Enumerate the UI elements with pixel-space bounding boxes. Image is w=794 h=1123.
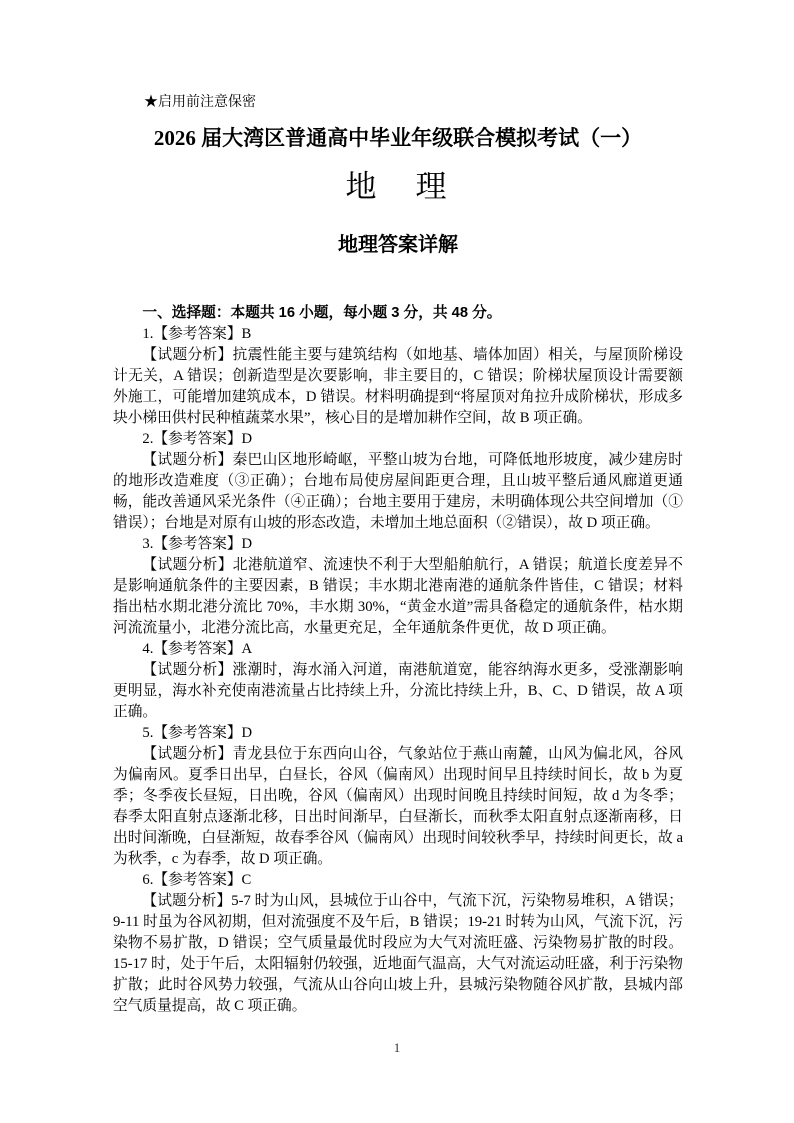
analysis-paragraph: 【试题分析】抗震性能主要与建筑结构（如地基、墙体加固）相关，与屋顶阶梯设计无关，A 错误；创新造型是次要影响，非主要目的，C 错误；阶梯状屋顶设计需要额外施工，可能增加建筑成本，D 错误。材料明确提到“将屋顶对角拉升成阶梯状，形成多块小梯田供村民种植蔬菜水果”，核心目的是增加耕作空间，故 B 项正确。 <box>113 347 683 426</box>
question-block-2 <box>113 429 683 534</box>
answer-line: 5.【参考答案】D <box>142 725 253 741</box>
answer-line: 1.【参考答案】B <box>142 326 252 342</box>
analysis-paragraph: 【试题分析】涨潮时，海水涌入河道，南港航道宽，能容纳海水更多，受涨潮影响更明显，海水补充使南港流量占比持续上升，分流比持续上升，B、C、D 错误，故 A 项正确。 <box>113 662 683 720</box>
answer-line: 6.【参考答案】C <box>142 872 252 888</box>
answer-line: 3.【参考答案】D <box>142 536 253 552</box>
confidential-notice: ★启用前注意保密 <box>144 95 256 110</box>
question-block-4 <box>113 639 683 723</box>
answer-line: 4.【参考答案】A <box>142 641 253 657</box>
analysis-paragraph: 【试题分析】青龙县位于东西向山谷，气象站位于燕山南麓，山风为偏北风，谷风为偏南风。夏季日出早，白昼长，谷风（偏南风）出现时间早且持续时间长，故 b 为夏季；冬季夜长昼短，日出晚，谷风（偏南风）出现时间晚且持续时间短，故 d 为冬季；春季太阳直射点逐渐北移，日出时间渐早，白昼渐长，而秋季太阳直射点逐渐南移，日出时间渐晚，白昼渐短，故春季谷风（偏南风）出现时间较秋季早，持续时间更长，故 a 为秋季，c 为春季，故 D 项正确。 <box>113 746 683 867</box>
analysis-paragraph: 【试题分析】5-7 时为山风，县城位于山谷中，气流下沉，污染物易堆积，A 错误；9-11 时虽为谷风初期，但对流强度不及午后，B 错误；19-21 时转为山风，气流下沉，污染物不易扩散，D 错误；空气质量最优时段应为大气对流旺盛、污染物易扩散的时段。15-17 时，处于午后，太阳辐射仍较强，近地面气温高，大气对流运动旺盛，利于污染物扩散；此时谷风势力较强，气流从山谷向山坡上升，县城污染物随谷风扩散，县城内部空气质量提高，故 C 项正确。 <box>113 893 683 1014</box>
question-block-5 <box>113 723 683 870</box>
section-heading: 一、选择题：本题共 16 小题，每小题 3 分，共 48 分。 <box>142 305 502 321</box>
question-block-6 <box>113 870 683 1017</box>
question-block-1 <box>113 324 683 429</box>
exam-title: 2026 届大湾区普通高中毕业年级联合模拟考试（一） <box>153 126 643 150</box>
analysis-paragraph: 【试题分析】北港航道窄、流速快不利于大型船舶航行，A 错误；航道长度差异不是影响通航条件的主要因素，B 错误；丰水期北港南港的通航条件皆佳，C 错误；材料指出枯水期北港分流比 70%，丰水期 30%，“黄金水道”需具备稳定的通航条件，枯水期河流流量小，北港分流比高，水量更充足，全年通航条件更优，故 D 项正确。 <box>113 557 683 636</box>
question-block-3 <box>113 534 683 639</box>
subject-title: 地 理 <box>345 169 451 204</box>
answers-content <box>113 303 683 1017</box>
answers-heading: 地理答案详解 <box>338 234 458 256</box>
analysis-paragraph: 【试题分析】秦巴山区地形崎岖，平整山坡为台地，可降低地形坡度，减少建房时的地形改造难度（③正确）；台地布局使房屋间距更合理，且山坡平整后通风廊道更通畅，能改善通风采光条件（④正确）；台地主要用于建房，未明确体现公共空间增加（①错误）；台地是对原有山坡的形态改造，未增加土地总面积（②错误），故 D 项正确。 <box>113 452 683 531</box>
page-number: 1 <box>393 1040 401 1055</box>
answer-line: 2.【参考答案】D <box>142 431 253 447</box>
